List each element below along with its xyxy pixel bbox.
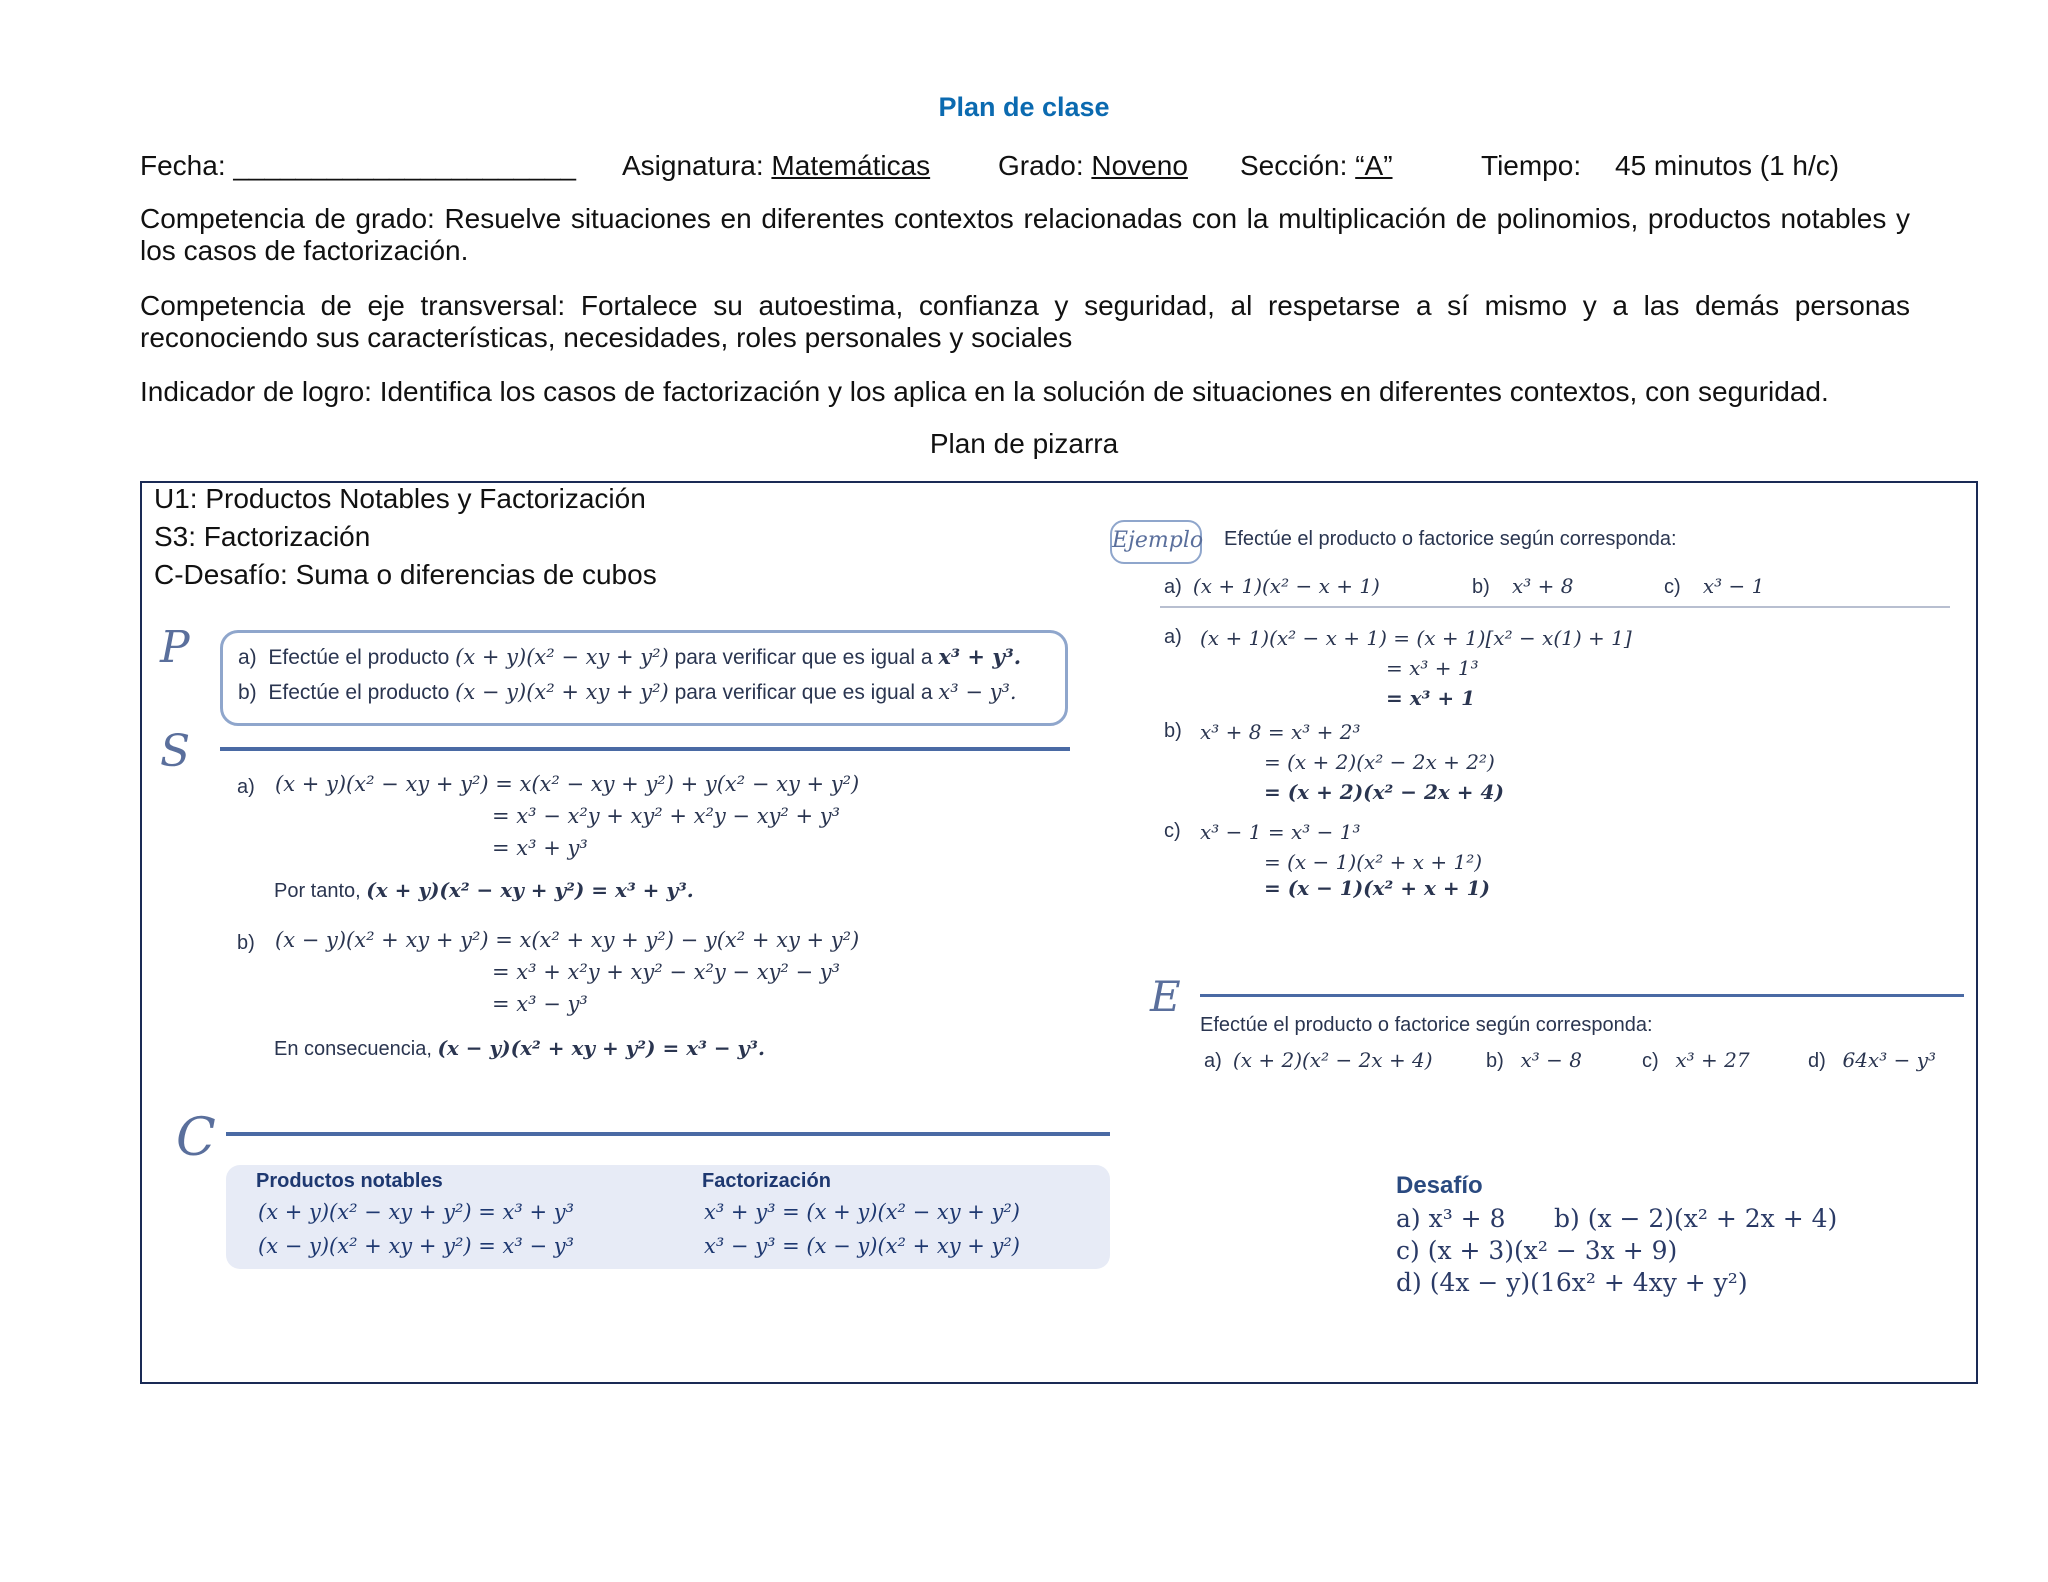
desafio-item-d: d) (4x − y)(16x² + 4xy + y²) — [1396, 1268, 1748, 1297]
ejemplo-sol-b-label: b) — [1164, 720, 1182, 742]
summary-col2-title: Factorización — [702, 1170, 831, 1192]
ejemplo-sol-a-line2: = x³ + 1³ — [1386, 656, 1479, 680]
letter-p-icon: P — [160, 622, 190, 673]
s-divider — [220, 747, 1070, 751]
ejemplo-sol-b-line3: = (x + 2)(x² − 2x + 4) — [1264, 780, 1504, 804]
s-a-conclusion: Por tanto, (x + y)(x² − xy + y²) = x³ + y³. — [274, 878, 694, 902]
grado-label: Grado: — [998, 150, 1084, 181]
problem-item-b: b) Efectúe el producto (x − y)(x² + xy + y²) para verificar que es igual a x³ − y³. — [238, 680, 1017, 704]
ejemplo-item-b: b) x³ + 8 — [1472, 574, 1574, 598]
grado-value: Noveno — [1091, 150, 1188, 181]
summary-col1-title: Productos notables — [256, 1170, 443, 1192]
s-b-conclusion: En consecuencia, (x − y)(x² + xy + y²) = x³ − y³. — [274, 1036, 765, 1060]
ejemplo-sol-c-line3: = (x − 1)(x² + x + 1) — [1264, 876, 1490, 900]
summary-col1-row1: (x + y)(x² − xy + y²) = x³ + y³ — [258, 1200, 575, 1224]
s-b-line3: = x³ − y³ — [492, 992, 588, 1016]
seccion-field — [1240, 150, 1393, 182]
indicador-logro: Indicador de logro: Identifica los casos de factorización y los aplica en la solución de situaciones en diferentes contextos, con seguridad. — [140, 376, 1829, 407]
c-divider — [226, 1132, 1110, 1136]
board-content: C-Desafío: Suma o diferencias de cubos — [154, 559, 657, 590]
plan-pizarra-heading: Plan de pizarra — [929, 428, 1119, 459]
desafio-item-b: b) (x − 2)(x² + 2x + 4) — [1554, 1204, 1838, 1233]
asignatura-label: Asignatura: — [622, 150, 764, 181]
e-divider — [1200, 994, 1964, 997]
summary-col2-row2: x³ − y³ = (x − y)(x² + xy + y²) — [704, 1234, 1021, 1258]
ejemplo-sol-b-line1: x³ + 8 = x³ + 2³ — [1200, 720, 1361, 744]
ejercicios-instruction: Efectúe el producto o factorice según corresponda: — [1200, 1014, 1653, 1036]
summary-col2-row1: x³ + y³ = (x + y)(x² − xy + y²) — [704, 1200, 1021, 1224]
desafio-item-a: a) x³ + 8 — [1396, 1204, 1506, 1233]
ejemplo-sol-a-line3: = x³ + 1 — [1386, 686, 1476, 710]
s-a-line2: = x³ − x²y + xy² + x²y − xy² + y³ — [492, 804, 841, 828]
desafio-item-c: c) (x + 3)(x² − 3x + 9) — [1396, 1236, 1678, 1265]
problem-item-a: a) Efectúe el producto (x + y)(x² − xy + y²) para verificar que es igual a x³ + y³. — [238, 644, 1022, 669]
ejercicio-item-c: c) x³ + 27 — [1642, 1048, 1750, 1072]
ejercicio-item-b: b) x³ − 8 — [1486, 1048, 1582, 1072]
s-b-label: b) — [237, 932, 255, 954]
competencia-grado: Competencia de grado: Resuelve situaciones en diferentes contextos relacionadas con la multiplicación de polinomios, productos notables y los casos de factorización. — [140, 203, 1910, 266]
ejemplo-sol-a-label: a) — [1164, 626, 1182, 648]
ejemplo-sol-a-line1: (x + 1)(x² − x + 1) = (x + 1)[x² − x(1) + 1] — [1200, 626, 1632, 650]
ejemplo-item-a: a) (x + 1)(x² − x + 1) — [1164, 574, 1380, 598]
s-b-line2: = x³ + x²y + xy² − x²y − xy² − y³ — [492, 960, 841, 984]
seccion-value: “A” — [1355, 150, 1393, 181]
letter-e-icon: E — [1150, 972, 1181, 1021]
tiempo-label: Tiempo: — [1481, 150, 1582, 181]
desafio-title: Desafío — [1396, 1172, 1483, 1199]
ejercicio-item-d: d) 64x³ − y³ — [1808, 1048, 1937, 1072]
page-title: Plan de clase — [938, 92, 1110, 122]
letter-s-icon: S — [160, 726, 191, 777]
s-a-line3: = x³ + y³ — [492, 836, 588, 860]
fecha-field: Fecha: ______________________ — [140, 150, 576, 181]
ejemplo-item-c: c) x³ − 1 — [1664, 574, 1765, 598]
ejemplo-badge: Ejemplo — [1110, 520, 1202, 564]
s-b-line1: (x − y)(x² + xy + y²) = x(x² + xy + y²) − y(x² + xy + y²) — [275, 928, 860, 952]
letter-c-icon: C — [176, 1108, 216, 1168]
ejercicio-item-a: a) (x + 2)(x² − 2x + 4) — [1204, 1048, 1433, 1072]
ejemplo-instruction: Efectúe el producto o factorice según corresponda: — [1224, 528, 1677, 550]
asignatura-value: Matemáticas — [771, 150, 931, 181]
board-session: S3: Factorización — [154, 521, 371, 552]
seccion-label: Sección: — [1240, 150, 1348, 181]
competencia-eje: Competencia de eje transversal: Fortalece su autoestima, confianza y seguridad, al respetarse a sí mismo y a las demás personas reconociendo sus características, necesidades, roles personales y sociales — [140, 290, 1910, 353]
board-unit: U1: Productos Notables y Factorización — [154, 483, 646, 514]
ejemplo-sol-c-line2: = (x − 1)(x² + x + 1²) — [1264, 850, 1483, 874]
ejemplo-sol-b-line2: = (x + 2)(x² − 2x + 2²) — [1264, 750, 1495, 774]
ejemplo-divider — [1160, 606, 1950, 608]
ejemplo-sol-c-line1: x³ − 1 = x³ − 1³ — [1200, 820, 1361, 844]
asignatura-field — [622, 150, 930, 182]
summary-col1-row2: (x − y)(x² + xy + y²) = x³ − y³ — [258, 1234, 575, 1258]
s-a-label: a) — [237, 776, 255, 798]
tiempo-value: 45 minutos (1 h/c) — [1615, 150, 1840, 181]
grado-field — [998, 150, 1188, 182]
ejemplo-sol-c-label: c) — [1164, 820, 1181, 842]
s-a-line1: (x + y)(x² − xy + y²) = x(x² − xy + y²) + y(x² − xy + y²) — [275, 772, 860, 796]
